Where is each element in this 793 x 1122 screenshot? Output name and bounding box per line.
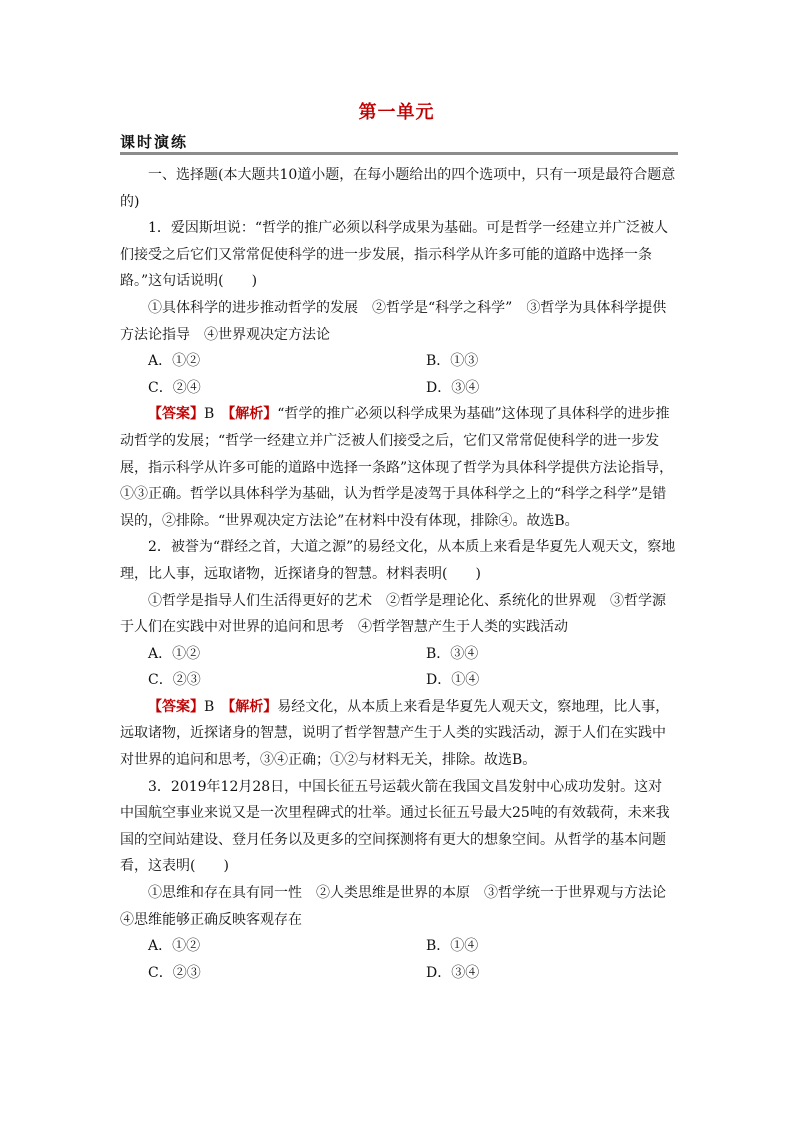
- question-3: [120, 774, 680, 987]
- option-b: B．③④: [426, 645, 479, 662]
- question-stem: 3．2019年12月28日，中国长征五号运载火箭在我国文昌发射中心成功发射。这对中国航空事业来说又是一次里程碑式的壮举。通过长征五号最大25吨的有效载荷，未来我国的空间站建设、登月任务以及更多的空间探测将有更大的想象空间。从哲学的基本问题看，这表明( ): [120, 778, 670, 875]
- answer-value: B: [204, 698, 215, 715]
- question-2: [120, 534, 676, 773]
- option-c: C．②③: [148, 964, 201, 981]
- question-statements: ①哲学是指导人们生活得更好的艺术 ②哲学是理论化、系统化的世界观 ③哲学源于人们在实践中对世界的追问和思考 ④哲学智慧产生于人类的实践活动: [120, 592, 666, 636]
- analysis-text: “哲学的推广必须以科学成果为基础”这体现了具体科学的进步推动哲学的发展；“哲学一经建立并广泛被人们接受之后，它们又常常促使科学的进一步发展，指示科学从许多可能的道路中选择一条路”这体现了哲学为具体科学提供方法论指导，①③正确。哲学以具体科学为基础，认为哲学是凌驾于具体科学之上的“科学之科学”是错误的，②排除。“世界观决定方法论”在材料中没有体现，排除④。故选B。: [120, 406, 674, 529]
- option-d: D．①④: [426, 672, 480, 689]
- options-row: [120, 960, 676, 987]
- analysis-text: 易经文化，从本质上来看是华夏先人观天文，察地理，比人事，远取诸物，近探诸身的智慧，说明了哲学智慧产生于人类的实践活动，源于人们在实践中对世界的追问和思考，③④正确；①②与材料无关，排除。故选B。: [120, 698, 670, 769]
- option-a: A．①②: [148, 938, 201, 955]
- option-c: C．②④: [148, 379, 201, 396]
- analysis-tag: 【解析】: [228, 698, 278, 715]
- section-divider: [120, 152, 678, 155]
- option-a: A．①②: [148, 353, 201, 370]
- answer-block: [120, 694, 676, 774]
- options-row: [120, 348, 676, 375]
- question-stem: 1．爱因斯坦说：“哲学的推广必须以科学成果为基础。可是哲学一经建立并广泛被人们接受之后它们又常常促使科学的进一步发展，指示科学从许多可能的道路中选择一条路。”这句话说明( ): [120, 220, 669, 290]
- answer-value: B: [204, 406, 215, 423]
- options-row: [120, 641, 676, 668]
- question-statements: ①具体科学的进步推动哲学的发展 ②哲学是“科学之科学” ③哲学为具体科学提供方法论指导 ④世界观决定方法论: [120, 299, 667, 343]
- option-b: B．①③: [426, 353, 479, 370]
- option-b: B．①④: [426, 938, 479, 955]
- option-d: D．③④: [426, 379, 480, 396]
- document-body: [120, 162, 680, 986]
- option-a: A．①②: [148, 645, 201, 662]
- section-label: 课时演练: [120, 133, 189, 151]
- option-c: C．②③: [148, 672, 201, 689]
- answer-tag: 【答案】: [148, 406, 204, 423]
- analysis-tag: 【解析】: [228, 406, 278, 423]
- answer-block: [120, 401, 676, 534]
- instructions: 一、选择题(本大题共10道小题，在每小题给出的四个选项中，只有一项是最符合题意的): [120, 167, 676, 210]
- options-row: [120, 375, 676, 402]
- options-row: [120, 667, 676, 694]
- option-d: D．③④: [426, 964, 480, 981]
- answer-tag: 【答案】: [148, 698, 204, 715]
- question-stem: 2．被誉为“群经之首，大道之源”的易经文化，从本质上来看是华夏先人观天文，察地理，比人事，远取诸物，近探诸身的智慧。材料表明( ): [120, 539, 676, 582]
- question-1: [120, 215, 676, 534]
- question-statements: ①思维和存在具有同一性 ②人类思维是世界的本原 ③哲学统一于世界观与方法论 ④思维能够正确反映客观存在: [120, 885, 680, 928]
- options-row: [120, 933, 676, 960]
- page-title: 第一单元: [358, 102, 435, 123]
